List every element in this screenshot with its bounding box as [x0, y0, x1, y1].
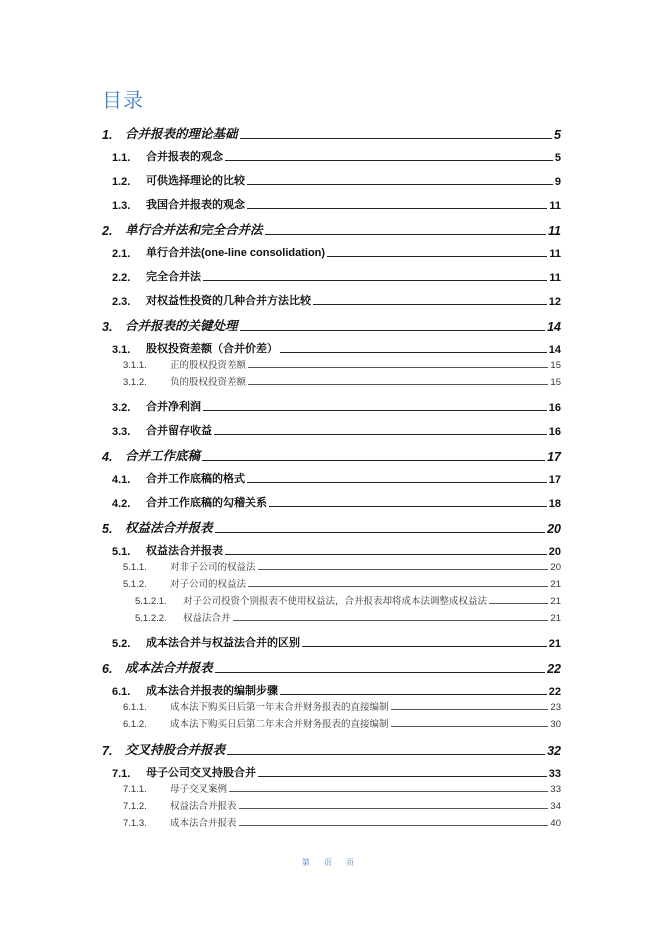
toc-entry-number: 2.1. [112, 248, 131, 260]
leader-line [202, 459, 545, 461]
leader-line [248, 383, 548, 385]
toc-entry[interactable] [102, 124, 561, 142]
toc-entry-number: 4.2. [112, 498, 131, 510]
toc-entry-page: 16 [548, 426, 561, 438]
toc-entry-title: 我国合并报表的观念 [146, 199, 245, 211]
toc-entry-page: 23 [550, 702, 561, 713]
toc-entry[interactable] [135, 610, 561, 624]
leader-line [313, 303, 547, 305]
toc-entry[interactable] [112, 196, 561, 212]
toc-entry[interactable] [112, 764, 561, 780]
leader-line [225, 553, 547, 555]
toc-entry-number: 7.1.3. [123, 818, 147, 829]
toc-entry-number: 7.1. [112, 768, 131, 780]
toc-entry-number: 1.1. [112, 152, 131, 164]
toc-entry-page: 21 [550, 613, 561, 624]
toc-entry[interactable] [102, 740, 561, 758]
toc-entry-number: 2. [102, 224, 113, 238]
page-footer: 第 页 页 [301, 858, 361, 867]
toc-entry-title: 单行合并法和完全合并法 [125, 223, 263, 237]
toc-entry-number: 1. [102, 128, 113, 142]
toc-entry-title: 成本法合并报表的编制步骤 [146, 685, 278, 697]
toc-title: 目录 [102, 88, 144, 112]
toc-entry-page: 9 [554, 176, 561, 188]
toc-entry-title: 合并留存收益 [146, 425, 212, 437]
toc-entry-title: 权益法合并报表 [170, 801, 237, 812]
toc-entry-page: 14 [547, 320, 561, 334]
toc-entry-page: 30 [550, 719, 561, 730]
leader-line [248, 366, 548, 368]
toc-entry-page: 21 [548, 638, 561, 650]
toc-entry-page: 22 [548, 686, 561, 698]
leader-line [239, 807, 549, 809]
leader-line [229, 790, 548, 792]
toc-entry[interactable] [123, 699, 561, 713]
toc-entry-title: 合并报表的关键处理 [125, 319, 238, 333]
leader-line [227, 753, 545, 755]
toc-entry-title: 合并报表的观念 [146, 151, 223, 163]
toc-entry[interactable] [102, 316, 561, 334]
leader-line [258, 775, 547, 777]
toc-entry-page: 33 [550, 784, 561, 795]
leader-line [247, 481, 547, 483]
toc-entry-number: 1.2. [112, 176, 131, 188]
toc-entry-page: 17 [547, 450, 561, 464]
leader-line [239, 824, 549, 826]
toc-entry-page: 22 [547, 662, 561, 676]
toc-entry-title: 对非子公司的权益法 [170, 562, 256, 573]
leader-line [302, 645, 547, 647]
toc-entry-number: 7. [102, 744, 113, 758]
toc-entry[interactable] [112, 470, 561, 486]
toc-entry[interactable] [102, 658, 561, 676]
leader-line [247, 207, 547, 209]
toc-entry[interactable] [123, 716, 561, 730]
toc-entry-title: 成本法合并与权益法合并的区别 [146, 637, 300, 649]
leader-line [240, 137, 553, 139]
toc-entry-page: 20 [550, 562, 561, 573]
toc-entry[interactable] [112, 682, 561, 698]
toc-entry-number: 4. [102, 450, 113, 464]
toc-entry[interactable] [123, 815, 561, 829]
leader-line [215, 531, 546, 533]
toc-entry-number: 5.1.1. [123, 562, 147, 573]
toc-entry-number: 6.1. [112, 686, 131, 698]
toc-entry-page: 17 [548, 474, 561, 486]
leader-line [489, 602, 548, 604]
toc-entry-number: 5.1.2.1. [135, 596, 167, 607]
toc-entry-page: 21 [550, 596, 561, 607]
toc-entry-title: 对子公司投资个别报表不使用权益法，合并报表却将成本法调整成权益法 [183, 596, 488, 607]
toc-entry-title: 合并报表的理论基础 [125, 127, 238, 141]
leader-line [327, 255, 547, 257]
toc-entry[interactable] [112, 148, 561, 164]
toc-entry[interactable] [123, 576, 561, 590]
toc-entry-page: 14 [548, 344, 561, 356]
leader-line [280, 351, 547, 353]
toc-entry[interactable] [112, 494, 561, 510]
toc-entry-title: 单行合并法(one-line consolidation) [146, 247, 326, 259]
toc-entry-page: 20 [548, 546, 561, 558]
toc-entry-page: 11 [549, 200, 561, 212]
toc-entry[interactable] [112, 268, 561, 284]
toc-entry-title: 母子公司交叉持股合并 [146, 767, 256, 779]
toc-entry[interactable] [123, 374, 561, 388]
toc-entry[interactable] [112, 542, 561, 558]
leader-line [265, 233, 547, 235]
toc-entry-title: 成本法合并报表 [170, 818, 237, 829]
toc-entry-number: 3.1. [112, 344, 131, 356]
toc-entry-title: 正的股权投资差额 [170, 360, 247, 371]
toc-entry-title: 可供选择理论的比较 [146, 175, 245, 187]
toc-entry-page: 5 [554, 152, 561, 164]
leader-line [280, 693, 547, 695]
toc-entry-title: 股权投资差额（合并价差） [146, 343, 278, 355]
toc-entry-page: 33 [548, 768, 561, 780]
toc-entry-number: 5.1.2. [123, 579, 147, 590]
toc-entry-page: 11 [549, 272, 561, 284]
toc-entry-page: 18 [548, 498, 561, 510]
toc-entry[interactable] [112, 292, 561, 308]
toc-entry-number: 3.1.2. [123, 377, 147, 388]
toc-entry-title: 权益法合并 [183, 613, 231, 624]
toc-entry-page: 32 [547, 744, 561, 758]
toc-entry[interactable] [123, 781, 561, 795]
toc-entry[interactable] [112, 172, 561, 188]
toc-entry-number: 3. [102, 320, 113, 334]
toc-entry-number: 6. [102, 662, 113, 676]
toc-entry-title: 合并净利润 [146, 401, 201, 413]
leader-line [391, 708, 549, 710]
toc-entry-page: 12 [548, 296, 561, 308]
toc-entry[interactable] [135, 593, 561, 607]
toc-entry-page: 5 [554, 128, 561, 142]
toc-entry-title: 对子公司的权益法 [170, 579, 247, 590]
toc-entry-number: 1.3. [112, 200, 131, 212]
leader-line [214, 433, 547, 435]
leader-line [215, 671, 546, 673]
leader-line [391, 725, 549, 727]
toc-entry[interactable] [112, 340, 561, 356]
toc-entry-number: 3.2. [112, 402, 131, 414]
toc-entry-number: 5. [102, 522, 113, 536]
toc-entry-number: 7.1.2. [123, 801, 147, 812]
leader-line [248, 585, 548, 587]
toc-entry-number: 3.1.1. [123, 360, 147, 371]
leader-line [203, 279, 547, 281]
leader-line [225, 159, 553, 161]
toc-entry-number: 6.1.1. [123, 702, 147, 713]
toc-entry-number: 2.3. [112, 296, 131, 308]
toc-entry-title: 权益法合并报表 [125, 521, 213, 535]
toc-entry-title: 负的股权投资差额 [170, 377, 247, 388]
toc-entry[interactable] [123, 798, 561, 812]
toc-entry-title: 合并工作底稿的勾稽关系 [146, 497, 267, 509]
toc-entry[interactable] [112, 244, 561, 260]
toc-entry-title: 对权益性投资的几种合并方法比较 [146, 295, 311, 307]
toc-entry-page: 40 [550, 818, 561, 829]
toc-entry[interactable] [102, 518, 561, 536]
toc-entry[interactable] [102, 220, 561, 238]
toc-entry-page: 34 [550, 801, 561, 812]
toc-entry-number: 6.1.2. [123, 719, 147, 730]
toc-entry-number: 7.1.1. [123, 784, 147, 795]
toc-entry-title: 交叉持股合并报表 [125, 743, 226, 757]
toc-entry-page: 16 [548, 402, 561, 414]
toc-entry-title: 成本法下购买日后第二年末合并财务报表的直接编制 [170, 719, 389, 730]
leader-line [269, 505, 547, 507]
toc-entry-number: 5.1.2.2. [135, 613, 167, 624]
leader-line [203, 409, 547, 411]
toc-entry[interactable] [112, 634, 561, 650]
leader-line [247, 183, 553, 185]
toc-entry-number: 2.2. [112, 272, 131, 284]
toc-entry-page: 21 [550, 579, 561, 590]
toc-entry-page: 20 [547, 522, 561, 536]
toc-entry-title: 成本法下购买日后第一年末合并财务报表的直接编制 [170, 702, 389, 713]
toc-entry-number: 5.1. [112, 546, 131, 558]
toc-entry-page: 11 [549, 248, 561, 260]
toc-entry-title: 完全合并法 [146, 271, 201, 283]
toc-entry-page: 11 [548, 224, 561, 238]
toc-entry-title: 合并工作底稿的格式 [146, 473, 245, 485]
leader-line [258, 568, 549, 570]
toc-entry-number: 4.1. [112, 474, 131, 486]
toc-entry[interactable] [112, 422, 561, 438]
toc-entry-number: 5.2. [112, 638, 131, 650]
toc-entry[interactable] [123, 357, 561, 371]
toc-entry-title: 合并工作底稿 [125, 449, 201, 463]
toc-entry[interactable] [102, 446, 561, 464]
leader-line [233, 619, 549, 621]
toc-entry[interactable] [123, 559, 561, 573]
toc-entry-page: 15 [550, 360, 561, 371]
leader-line [240, 329, 546, 331]
toc-entry-title: 成本法合并报表 [125, 661, 213, 675]
toc-entry-page: 15 [550, 377, 561, 388]
toc-entry-title: 母子交叉案例 [170, 784, 228, 795]
toc-entry[interactable] [112, 398, 561, 414]
toc-entry-number: 3.3. [112, 426, 131, 438]
toc-entry-title: 权益法合并报表 [146, 545, 223, 557]
